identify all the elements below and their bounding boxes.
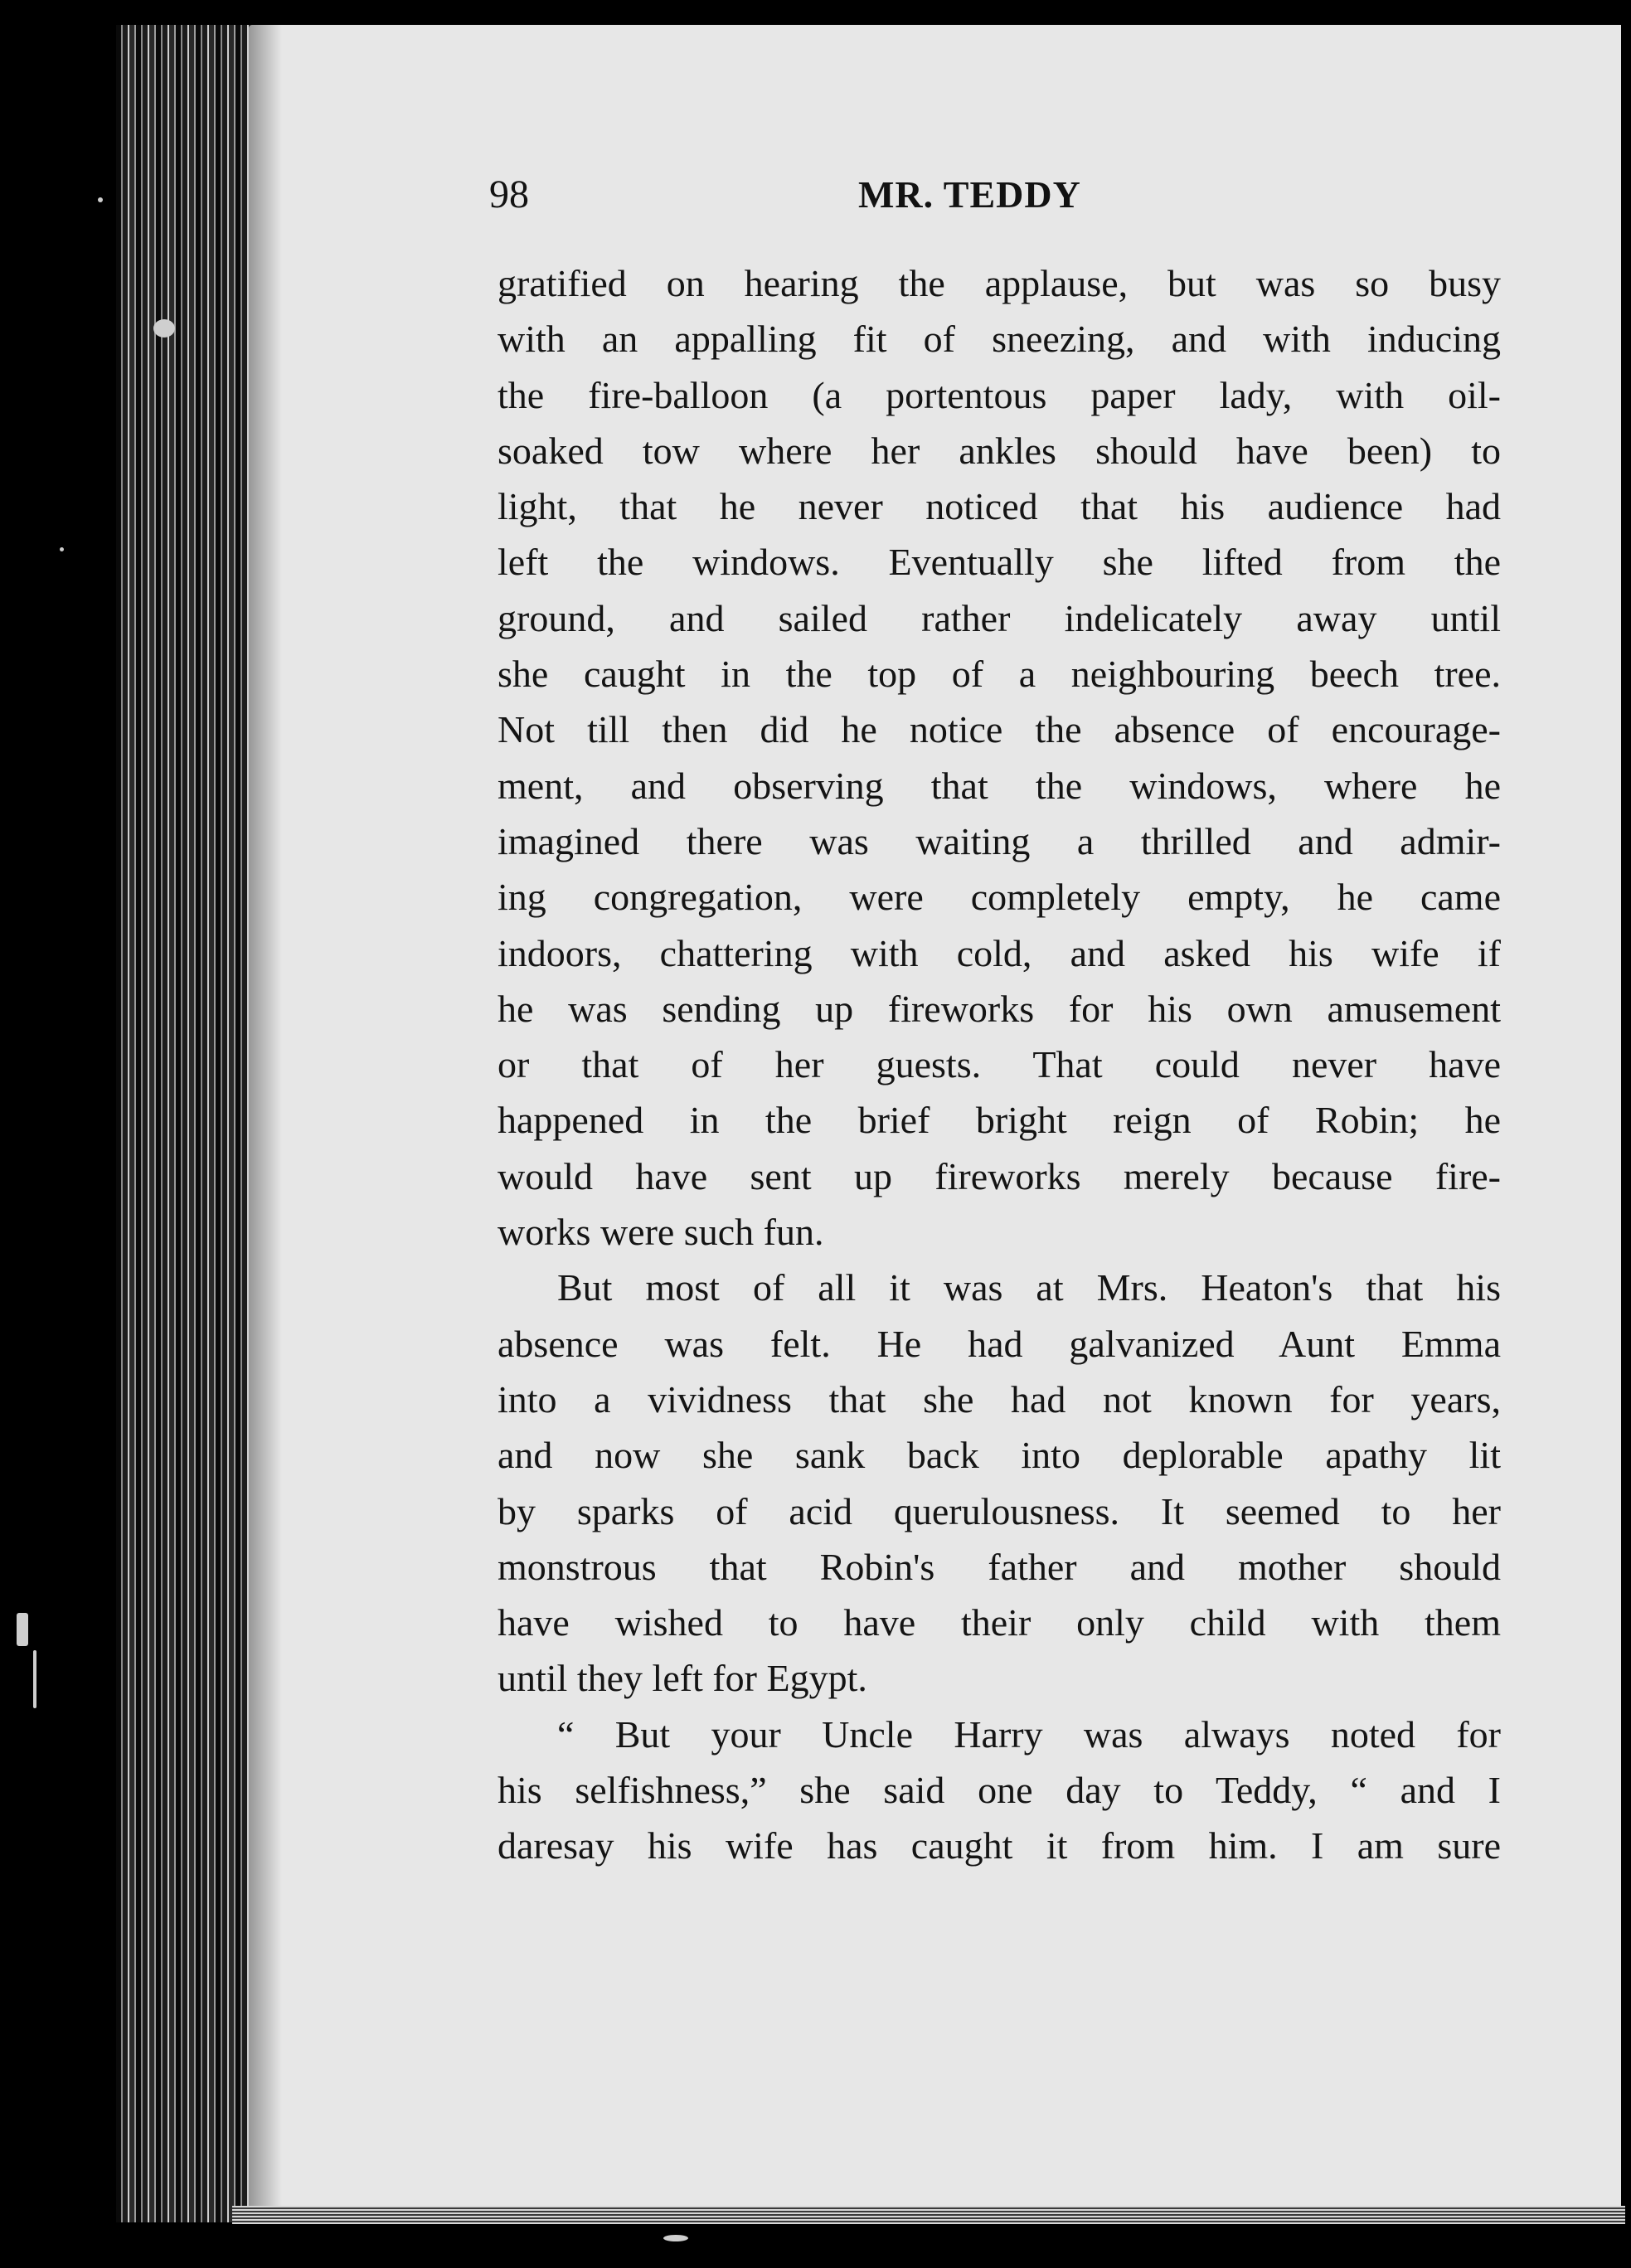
text-line: indoors, chattering with cold, and asked his wife if bbox=[498, 931, 1501, 974]
text-line: ment, and observing that the windows, where he bbox=[498, 764, 1501, 807]
text-line: “ But your Uncle Harry was always noted for bbox=[557, 1712, 1501, 1756]
scan-speck bbox=[60, 547, 64, 551]
text-line: have wished to have their only child with them bbox=[498, 1601, 1501, 1644]
text-line: absence was felt. He had galvanized Aunt Emma bbox=[498, 1322, 1501, 1365]
scan-speck bbox=[33, 1650, 36, 1708]
scan-speck bbox=[98, 197, 103, 202]
page-number: 98 bbox=[489, 172, 529, 216]
page-header bbox=[489, 170, 1484, 228]
text-line: daresay his wife has caught it from him. I am sure bbox=[498, 1824, 1501, 1867]
text-line: But most of all it was at Mrs. Heaton's that his bbox=[557, 1266, 1501, 1309]
text-line: would have sent up fireworks merely because fire- bbox=[498, 1154, 1501, 1197]
text-line: she caught in the top of a neighbouring beech tree. bbox=[498, 653, 1501, 696]
text-line: works were such fun. bbox=[498, 1211, 824, 1254]
running-title: MR. TEDDY bbox=[858, 173, 1081, 216]
body-text bbox=[498, 255, 1501, 1874]
scan-speck bbox=[153, 319, 175, 338]
text-line: happened in the brief bright reign of Robin; he bbox=[498, 1099, 1501, 1142]
text-line: gratified on hearing the applause, but was so busy bbox=[498, 262, 1501, 304]
text-line: Not till then did he notice the absence of encourage- bbox=[498, 708, 1501, 751]
text-line: light, that he never noticed that his audience had bbox=[498, 485, 1501, 528]
text-line: imagined there was waiting a thrilled and admir- bbox=[498, 819, 1501, 862]
scan-speck bbox=[17, 1613, 28, 1646]
text-line: his selfishness,” she said one day to Teddy, “ and I bbox=[498, 1769, 1501, 1812]
text-line: and now she sank back into deplorable apathy lit bbox=[498, 1434, 1501, 1477]
text-line: the fire-balloon (a portentous paper lady, with oil- bbox=[498, 373, 1501, 416]
text-line: into a vividness that she had not known for years, bbox=[498, 1377, 1501, 1421]
text-line: by sparks of acid querulousness. It seemed to her bbox=[498, 1489, 1501, 1532]
text-line: ground, and sailed rather indelicately away until bbox=[498, 596, 1501, 639]
page-bottom-edge bbox=[232, 2206, 1625, 2224]
page-gutter-shadow bbox=[249, 25, 282, 2214]
text-line: monstrous that Robin's father and mother should bbox=[498, 1545, 1501, 1588]
text-line: he was sending up fireworks for his own amusement bbox=[498, 987, 1501, 1030]
text-line: left the windows. Eventually she lifted from the bbox=[498, 541, 1501, 584]
text-line: or that of her guests. That could never have bbox=[498, 1043, 1501, 1086]
text-line: until they left for Egypt. bbox=[498, 1657, 867, 1700]
scan-speck bbox=[663, 2235, 688, 2241]
book-binding-edge bbox=[116, 25, 265, 2222]
text-line: soaked tow where her ankles should have been) to bbox=[498, 429, 1501, 472]
text-line: with an appalling fit of sneezing, and with inducing bbox=[498, 318, 1501, 361]
text-line: ing congregation, were completely empty, he came bbox=[498, 876, 1501, 919]
